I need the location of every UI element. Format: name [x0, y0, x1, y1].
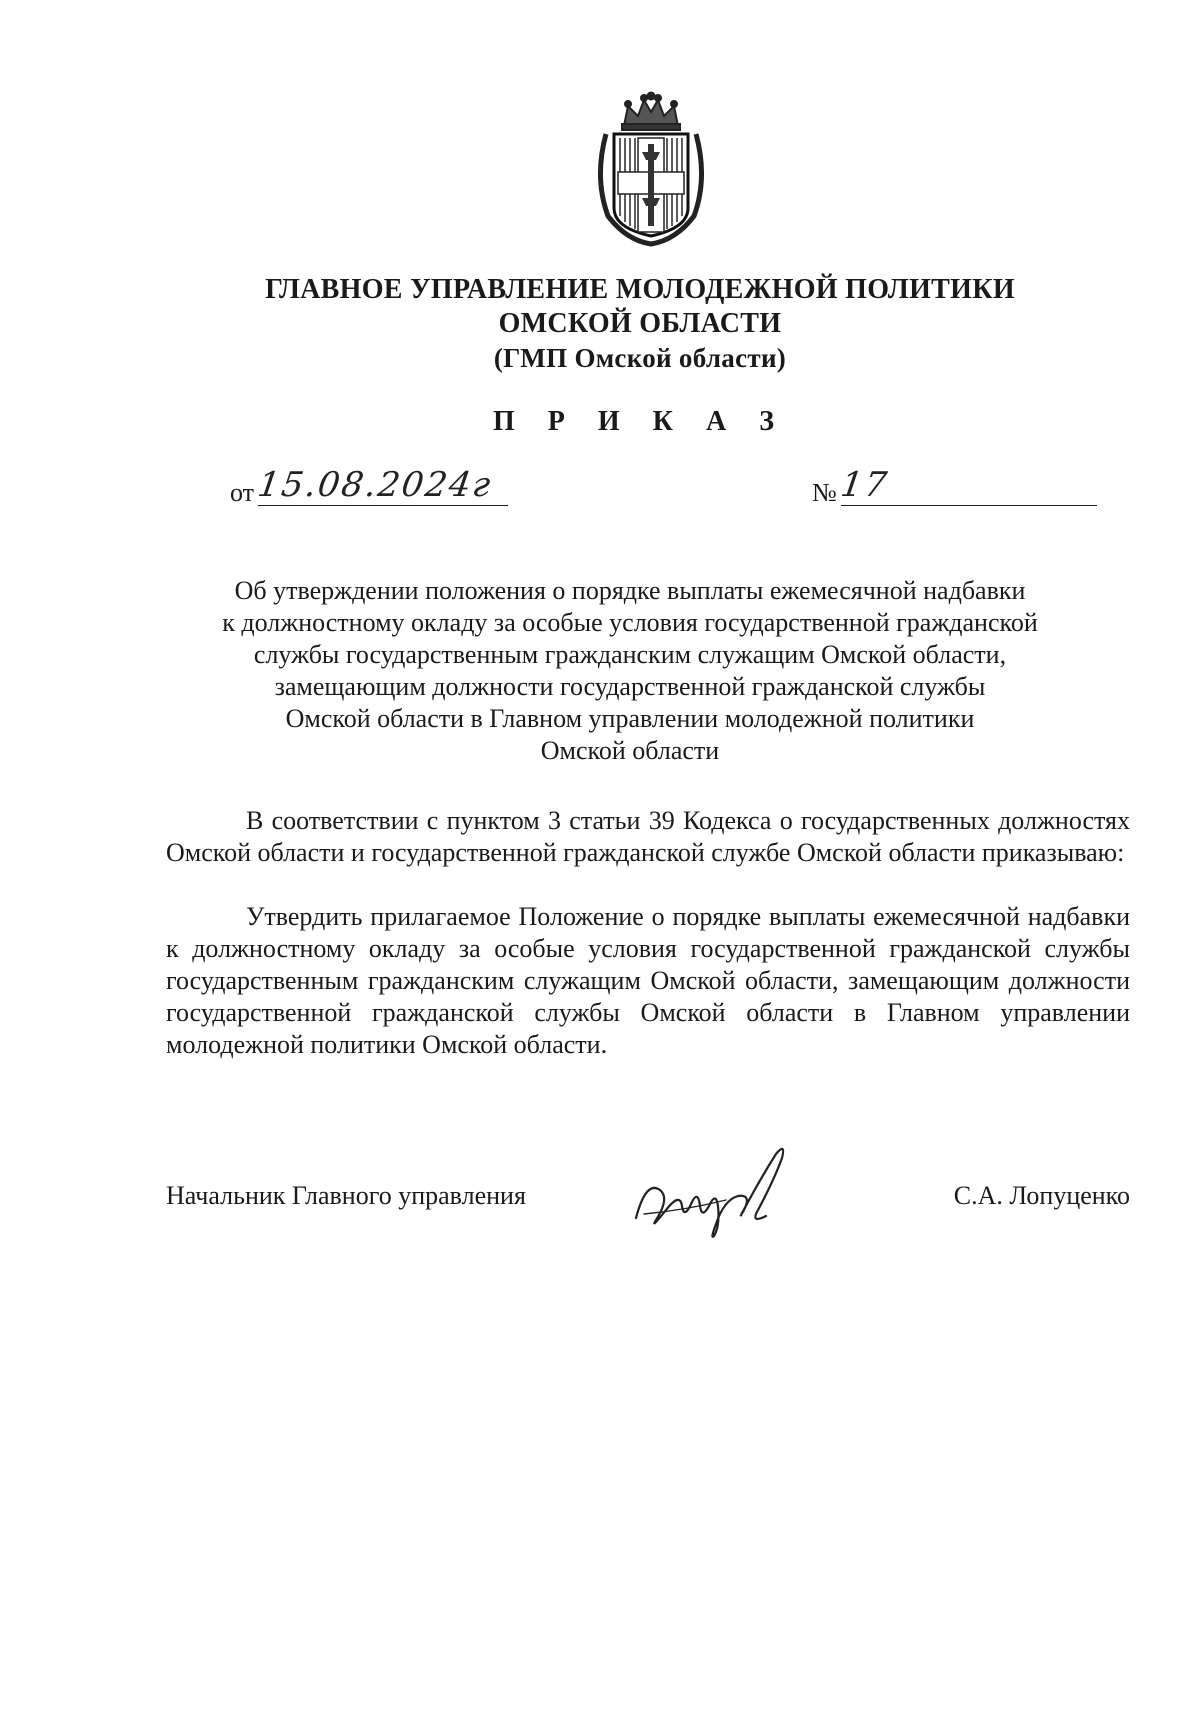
subject-line: Об утверждении положения о порядке выплаты ежемесячной надбавки	[234, 576, 1026, 605]
body-paragraph-order: Утвердить прилагаемое Положение о порядке выплаты ежемесячной надбавки к должностному окладу за особые условия государственной гражданской службы государственным гражданским служащим Омской области, замещающим должности государственной гражданской службы Омской области в Главном управлении молодежной политики Омской области.	[166, 902, 1130, 1059]
subject-line: службы государственным гражданским служащим Омской области,	[253, 640, 1007, 669]
document-type-title: П Р И К А З	[493, 406, 787, 437]
signatory-name: С.А. Лопуценко	[953, 1181, 1130, 1210]
number-value: 17	[838, 465, 891, 505]
organization-region: ОМСКОЙ ОБЛАСТИ	[498, 308, 782, 339]
number-underline	[841, 505, 1097, 506]
signature-block	[166, 1150, 1130, 1240]
handwritten-signature-icon	[626, 1140, 816, 1240]
subject-line: к должностному окладу за особые условия государственной гражданской	[222, 608, 1038, 637]
coat-of-arms-icon	[586, 88, 716, 248]
number-field	[838, 465, 1097, 508]
date-field	[255, 465, 508, 508]
organization-name: ГЛАВНОЕ УПРАВЛЕНИЕ МОЛОДЕЖНОЙ ПОЛИТИКИ	[265, 274, 1015, 305]
subject-line: замещающим должности государственной гражданской службы	[274, 672, 986, 701]
number-label: №	[812, 478, 837, 507]
organization-abbreviation: (ГМП Омской области)	[493, 343, 787, 373]
document-date-block	[230, 465, 508, 508]
document-number-block	[812, 465, 1097, 508]
date-value: 15.08.2024г	[255, 465, 495, 505]
document-subject	[160, 575, 1100, 767]
date-label: от	[230, 478, 255, 507]
body-paragraph-basis: В соответствии с пунктом 3 статьи 39 Кодекса о государственных должностях Омской области и государственной гражданской службе Омской области приказываю:	[166, 806, 1130, 867]
subject-line: Омской области в Главном управлении молодежной политики	[285, 704, 975, 733]
subject-line: Омской области	[540, 736, 720, 765]
date-underline	[258, 505, 508, 506]
signatory-title: Начальник Главного управления	[166, 1181, 526, 1210]
